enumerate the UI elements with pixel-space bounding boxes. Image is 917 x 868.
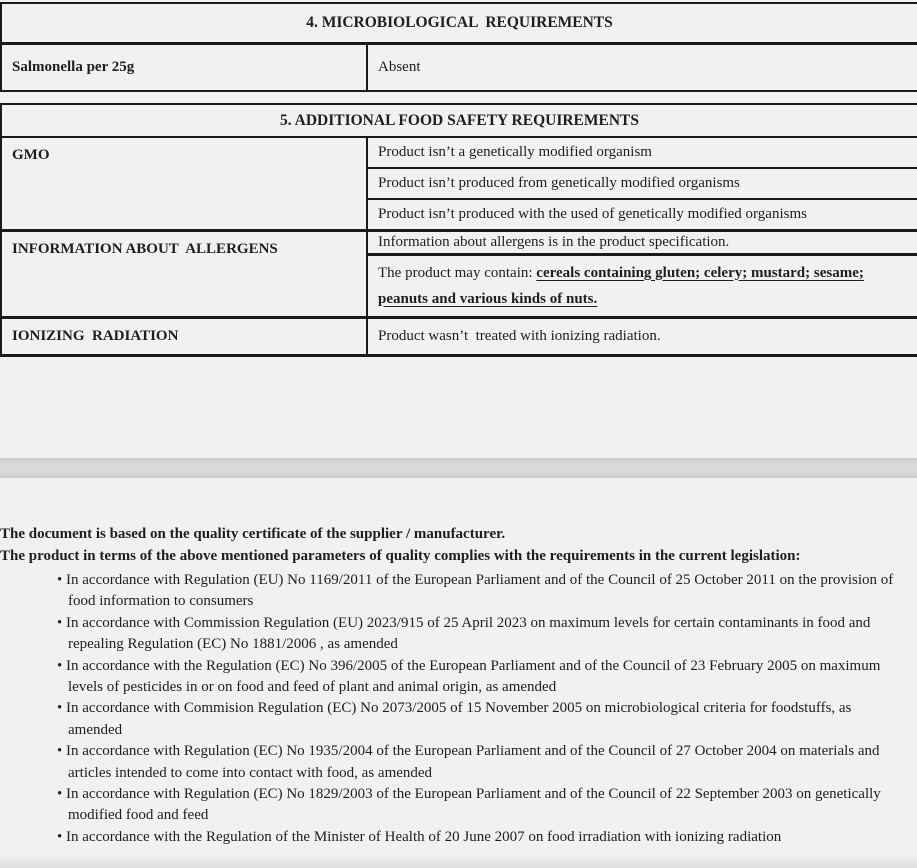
legislation-bullet: • In accordance with Regulation (EC) No 1935/2004 of the European Parliament and of the Council of 27 October 2004 on materials and articles intended to come into contact with food, as amended [68, 741, 896, 784]
parameter-cell: Salmonella per 25g [1, 44, 367, 91]
legislation-bullet: • In accordance with the Regulation of the Minister of Health of 20 June 2007 on food irradiation with ionizing radiation [68, 827, 896, 848]
legislation-bullet: • In accordance with Regulation (EU) No 1169/2011 of the European Parliament and of the Council of 25 October 2011 on the provision of food information to consumers [68, 570, 896, 613]
legislation-bullet: • In accordance with Commission Regulation (EU) 2023/915 of 25 April 2023 on maximum levels for certain contaminants in food and repealing Regulation (EC) No 1881/2006 , as amended [68, 613, 896, 656]
table-row [1, 317, 917, 355]
allergens-may-contain-cell [367, 254, 917, 317]
may-contain-prefix: The product may contain: [378, 264, 537, 281]
allergens-label-cell: INFORMATION ABOUT ALLERGENS [1, 230, 367, 317]
section-4-header [0, 2, 917, 44]
allergens-spec-cell: Information about allergens is in the product specification. [367, 230, 917, 254]
section-5-title: 5. ADDITIONAL FOOD SAFETY REQUIREMENTS [280, 111, 639, 129]
legislation-bullet: • In accordance with Commision Regulation (EC) No 2073/2005 of 15 November 2005 on microbiological criteria for foodstuffs, as amended [68, 698, 896, 741]
legislation-bullet: • In accordance with Regulation (EC) No 1829/2003 of the European Parliament and of the Council of 22 September 2003 on genetically modified food and feed [68, 784, 896, 827]
additional-requirements-table [0, 136, 917, 357]
compliance-statement: The product in terms of the above mentioned parameters of quality complies with the requirements in the current legislation: [0, 548, 801, 564]
legislation-notes [0, 523, 907, 848]
ionizing-label-cell: IONIZING RADIATION [1, 317, 367, 355]
table-row [1, 137, 917, 168]
legislation-list [0, 570, 907, 848]
gmo-statement-cell: Product isn’t produced with the used of genetically modified organisms [367, 199, 917, 230]
page-break-separator [0, 458, 917, 478]
gmo-statement-cell: Product isn’t produced from genetically modified organisms [367, 168, 917, 199]
section-5-header [0, 103, 917, 138]
basis-statement: The document is based on the quality certificate of the supplier / manufacturer. [0, 526, 506, 542]
gmo-statement-cell: Product isn’t a genetically modified organism [367, 137, 917, 168]
microbiological-table [0, 43, 917, 92]
may-contain-allergen-list: cereals containing gluten; celery; mustard; sesame; peanuts and various kinds of nuts. [378, 264, 864, 307]
table-row [1, 230, 917, 254]
table-row [1, 44, 917, 91]
gmo-label-cell: GMO [1, 137, 367, 230]
value-cell: Absent [367, 44, 917, 91]
ionizing-statement-cell: Product wasn’t treated with ionizing radiation. [367, 317, 917, 355]
legislation-bullet: • In accordance with the Regulation (EC) No 396/2005 of the European Parliament and of the Council of 23 February 2005 on maximum levels of pesticides in or on food and feed of plant and animal origin, as amended [68, 656, 896, 699]
allergens-may-contain-text [378, 258, 883, 314]
section-4-title: 4. MICROBIOLOGICAL REQUIREMENTS [306, 14, 613, 31]
bottom-edge-strip [0, 856, 917, 868]
